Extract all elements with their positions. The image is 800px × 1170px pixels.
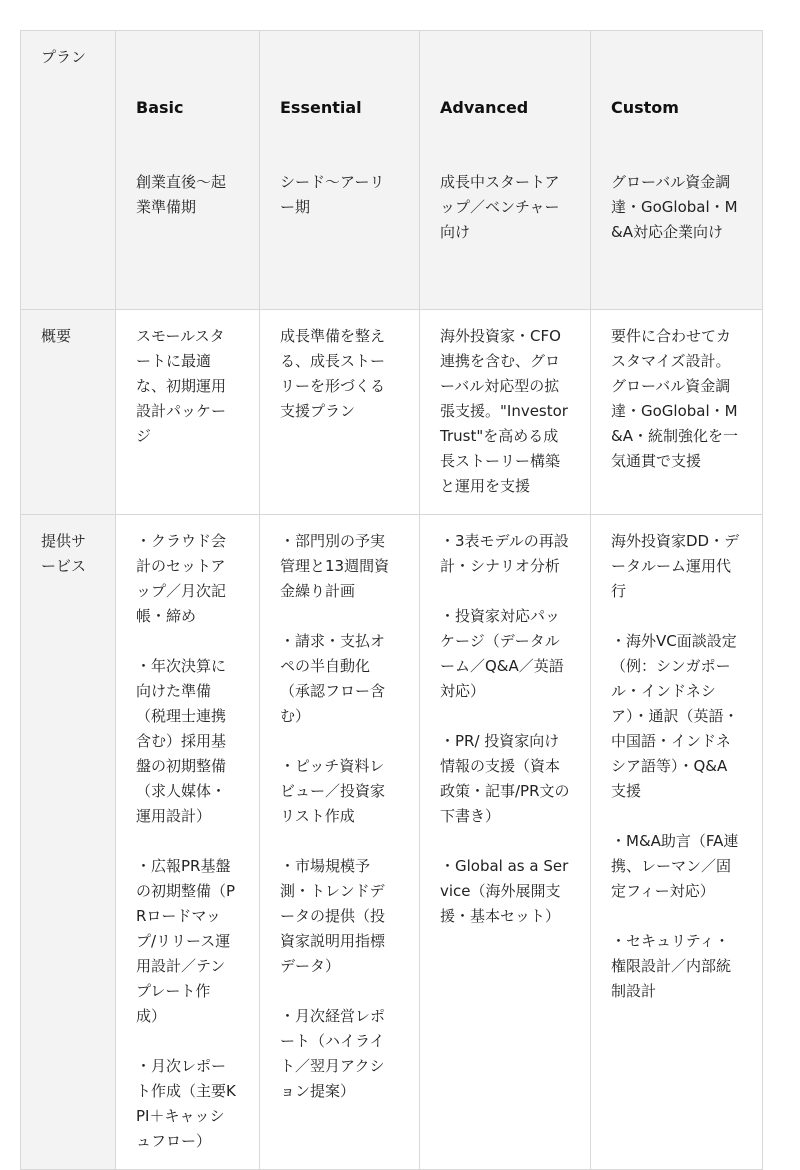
header-row xyxy=(21,31,763,310)
plan-comparison-container xyxy=(20,30,763,1170)
plan-subtitle-essential: シード〜アーリー期 xyxy=(280,173,385,216)
overview-cell-custom: 要件に合わせてカスタマイズ設計。グローバル資金調達・GoGlobal・M&A・統制強化を一気通貫で支援 xyxy=(591,310,763,515)
plan-header-advanced xyxy=(420,31,591,310)
services-cell-custom: 海外投資家DD・データルーム運用代行 ・海外VC面談設定（例：シンガポール・インドネシア）・通訳（英語・中国語・インドネシア語等）・Q&A支援 ・M&A助言（FA連携、レーマン／固定フィー対応） ・セキュリティ・権限設計／内部統制設計 xyxy=(591,515,763,1170)
plan-name-essential: Essential xyxy=(280,98,362,117)
overview-row xyxy=(21,310,763,515)
plan-subtitle-custom: グローバル資金調達・GoGlobal・M&A対応企業向け xyxy=(611,173,738,241)
services-row-label: 提供サービス xyxy=(21,515,116,1170)
corner-label-cell xyxy=(21,31,116,310)
corner-label: プラン xyxy=(41,48,87,66)
plan-header-basic xyxy=(116,31,260,310)
plan-comparison-table xyxy=(20,30,763,1170)
plan-subtitle-basic: 創業直後〜起業準備期 xyxy=(136,173,227,216)
plan-name-basic: Basic xyxy=(136,98,184,117)
overview-cell-advanced: 海外投資家・CFO連携を含む、グローバル対応型の拡張支援。"Investor Trust"を高める成長ストーリー構築と運用を支援 xyxy=(420,310,591,515)
services-cell-essential: ・部門別の予実管理と13週間資金繰り計画 ・請求・支払オペの半自動化（承認フロー含む） ・ピッチ資料レビュー／投資家リスト作成 ・市場規模予測・トレンドデータの提供（投資家説明用指標データ） ・月次経営レポート（ハイライト／翌月アクション提案） xyxy=(260,515,420,1170)
services-row xyxy=(21,515,763,1170)
services-cell-advanced: ・3表モデルの再設計・シナリオ分析 ・投資家対応パッケージ（データルーム／Q&A／英語対応） ・PR/ 投資家向け情報の支援（資本政策・記事/PR文の下書き） ・Global as a Service（海外展開支援・基本セット） xyxy=(420,515,591,1170)
overview-cell-essential: 成長準備を整える、成長ストーリーを形づくる支援プラン xyxy=(260,310,420,515)
plan-header-custom xyxy=(591,31,763,310)
services-cell-basic: ・クラウド会計のセットアップ／月次記帳・締め ・年次決算に向けた準備（税理士連携含む）採用基盤の初期整備（求人媒体・運用設計） ・広報PR基盤の初期整備（PRロードマップ/リリース運用設計／テンプレート作成） ・月次レポート作成（主要KPI＋キャッシュフロー） xyxy=(116,515,260,1170)
plan-subtitle-advanced: 成長中スタートアップ／ベンチャー向け xyxy=(440,173,560,241)
plan-name-advanced: Advanced xyxy=(440,98,529,117)
plan-name-custom: Custom xyxy=(611,98,679,117)
plan-header-essential xyxy=(260,31,420,310)
overview-cell-basic: スモールスタートに最適な、初期運用設計パッケージ xyxy=(116,310,260,515)
overview-row-label: 概要 xyxy=(21,310,116,515)
